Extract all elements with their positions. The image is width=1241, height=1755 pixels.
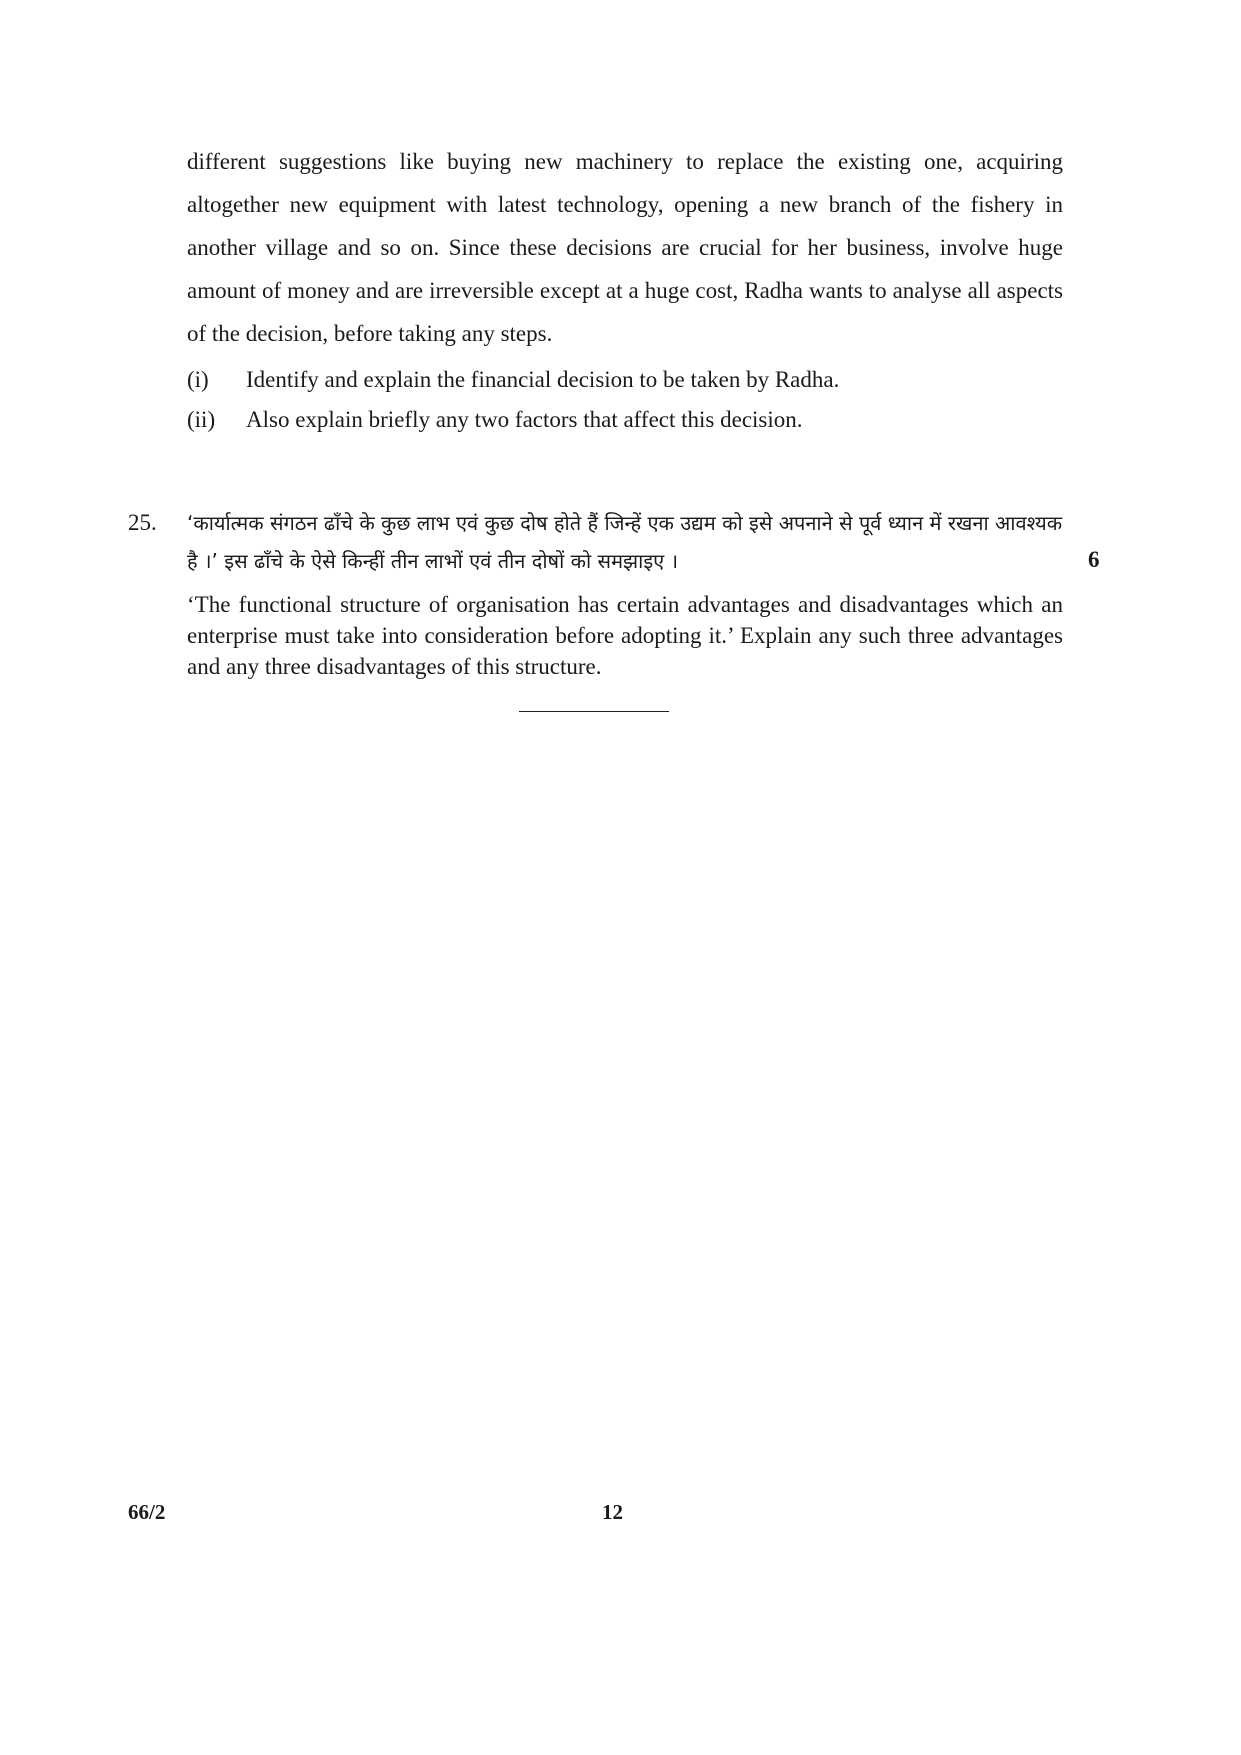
subquestion-number: (ii) [187, 407, 216, 432]
question-number: 25. [128, 510, 157, 535]
page-number: 12 [602, 1500, 623, 1524]
paper-code: 66/2 [128, 1500, 166, 1524]
subquestion-text: Identify and explain the financial decision to be taken by Radha. [246, 367, 840, 392]
subquestion-number: (i) [187, 367, 209, 392]
question-marks: 6 [1088, 547, 1100, 572]
question-hindi-text: ‘कार्यात्मक संगठन ढाँचे के कुछ लाभ एवं कुछ दोष होते हैं जिन्हें एक उद्यम को इसे अपनाने से पूर्व ध्यान में रखना आवश्यक है ।’ इस ढाँचे के ऐसे किन्हीं तीन लाभों एवं तीन दोषों को समझाइए । [187, 511, 1063, 573]
end-of-question-divider [519, 711, 669, 712]
subquestion-text: Also explain briefly any two factors that affect this decision. [246, 407, 803, 432]
question-english-text: ‘The functional structure of organisation has certain advantages and disadvantages which an enterprise must take into consideration before adopting it.’ Explain any such three advantages and any three disadvantages of this structure. [187, 592, 1063, 679]
continuation-paragraph: different suggestions like buying new machinery to replace the existing one, acquiring altogether new equipment with latest technology, opening a new branch of the fishery in another village and so on. Since these decisions are crucial for her business, involve huge amount of money and are irreversible except at a huge cost, Radha wants to analyse all aspects of the decision, before taking any steps. [187, 149, 1063, 346]
